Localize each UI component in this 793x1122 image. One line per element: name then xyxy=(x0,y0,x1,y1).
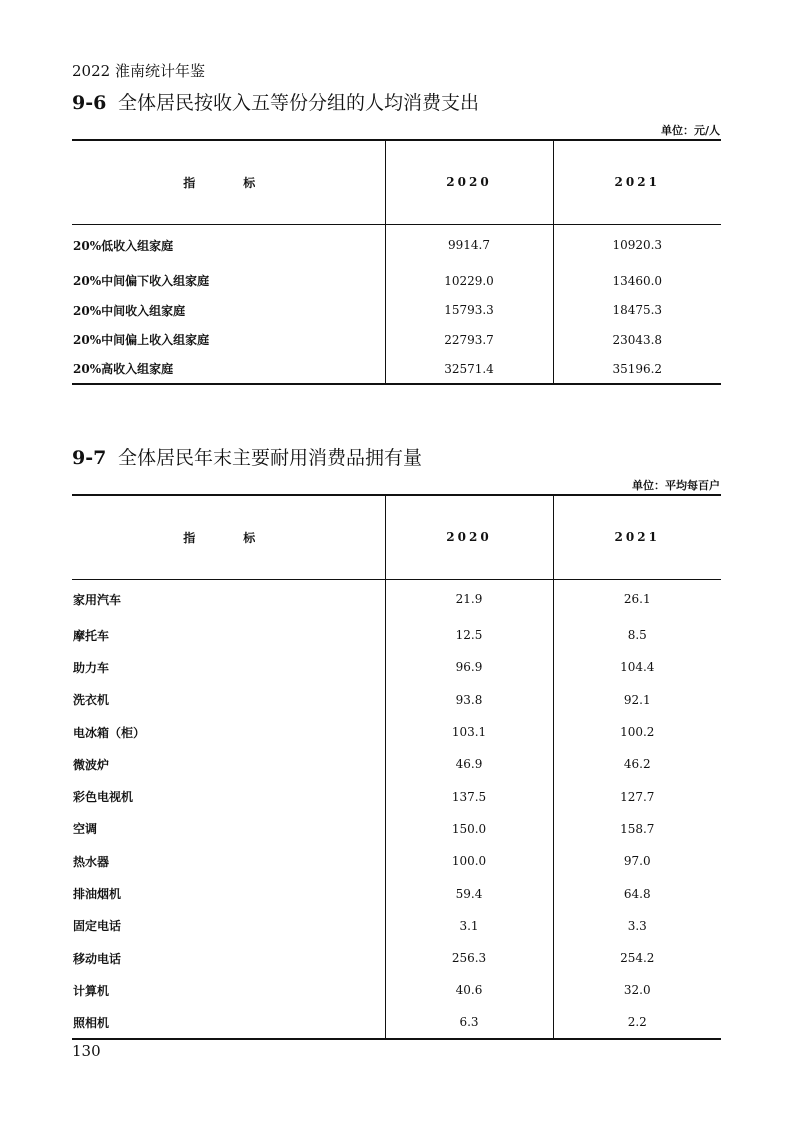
table-row xyxy=(72,266,721,296)
value-2021: 23043.8 xyxy=(553,325,721,355)
table-row xyxy=(72,355,721,385)
value-2020: 15793.3 xyxy=(385,296,553,326)
table-row xyxy=(72,579,721,619)
value-2021: 2.2 xyxy=(553,1007,721,1039)
row-label: 排油烟机 xyxy=(73,887,122,902)
table-row xyxy=(72,813,721,845)
value-2021: 8.5 xyxy=(553,619,721,651)
running-head: 2022 淮南统计年鉴 xyxy=(72,62,205,80)
value-2021: 104.4 xyxy=(553,651,721,683)
row-label: 助力车 xyxy=(73,660,110,675)
value-2020: 59.4 xyxy=(385,877,553,909)
value-2021: 97.0 xyxy=(553,845,721,877)
row-label: 摩托车 xyxy=(73,628,110,643)
table1-title-text: 全体居民按收入五等份分组的人均消费支出 xyxy=(118,92,480,114)
table1-header-2020: 2020 xyxy=(385,140,553,224)
value-2020: 93.8 xyxy=(385,684,553,716)
value-2020: 46.9 xyxy=(385,748,553,780)
value-2020: 137.5 xyxy=(385,780,553,812)
table-row xyxy=(72,845,721,877)
table-row xyxy=(72,619,721,651)
table1-body xyxy=(72,224,721,384)
row-label: 照相机 xyxy=(72,1007,385,1039)
table1-number: 9-6 xyxy=(72,92,107,114)
row-label: 电冰箱（柜） xyxy=(73,725,146,740)
table-row xyxy=(72,748,721,780)
value-2020: 150.0 xyxy=(385,813,553,845)
value-2021: 32.0 xyxy=(553,974,721,1006)
table1-header-row xyxy=(72,140,721,224)
row-label: 微波炉 xyxy=(73,757,110,772)
table-row xyxy=(72,974,721,1006)
value-2021: 26.1 xyxy=(553,579,721,619)
table-row xyxy=(72,716,721,748)
table-row xyxy=(72,1007,721,1039)
table2-header-2021: 2021 xyxy=(553,495,721,579)
value-2020: 21.9 xyxy=(385,579,553,619)
table-row xyxy=(72,780,721,812)
row-label: 20%中间偏下收入组家庭 xyxy=(73,274,210,289)
table2-header-indicator: 指 标 xyxy=(72,495,385,579)
value-2020: 256.3 xyxy=(385,942,553,974)
table2-title xyxy=(72,443,422,470)
value-2021: 64.8 xyxy=(553,877,721,909)
value-2021: 158.7 xyxy=(553,813,721,845)
table1 xyxy=(72,139,721,385)
row-label: 空调 xyxy=(73,822,98,837)
table-row xyxy=(72,877,721,909)
row-label: 20%高收入组家庭 xyxy=(72,355,385,385)
table-row xyxy=(72,942,721,974)
table2 xyxy=(72,494,721,1040)
row-label: 20%中间收入组家庭 xyxy=(73,303,186,318)
value-2020: 96.9 xyxy=(385,651,553,683)
page-number: 130 xyxy=(72,1042,101,1060)
value-2020: 12.5 xyxy=(385,619,553,651)
value-2021: 254.2 xyxy=(553,942,721,974)
table1-header-2021: 2021 xyxy=(553,140,721,224)
table2-body xyxy=(72,579,721,1039)
row-label: 20%低收入组家庭 xyxy=(73,238,174,253)
value-2021: 10920.3 xyxy=(553,224,721,266)
table2-header-row xyxy=(72,495,721,579)
table-row xyxy=(72,651,721,683)
row-label: 热水器 xyxy=(73,854,110,869)
value-2021: 46.2 xyxy=(553,748,721,780)
value-2020: 100.0 xyxy=(385,845,553,877)
value-2020: 22793.7 xyxy=(385,325,553,355)
table1-unit: 单位：元/人 xyxy=(660,124,720,137)
value-2020: 40.6 xyxy=(385,974,553,1006)
row-label: 移动电话 xyxy=(73,951,122,966)
value-2020: 9914.7 xyxy=(385,224,553,266)
value-2021: 13460.0 xyxy=(553,266,721,296)
row-label: 洗衣机 xyxy=(73,693,110,708)
table-row xyxy=(72,296,721,326)
value-2020: 6.3 xyxy=(385,1007,553,1039)
table-row xyxy=(72,325,721,355)
table2-title-text: 全体居民年末主要耐用消费品拥有量 xyxy=(118,447,423,469)
table2-number: 9-7 xyxy=(72,447,107,469)
value-2020: 10229.0 xyxy=(385,266,553,296)
value-2021: 18475.3 xyxy=(553,296,721,326)
table2-header-2020: 2020 xyxy=(385,495,553,579)
value-2021: 3.3 xyxy=(553,910,721,942)
table-row xyxy=(72,224,721,266)
table-row xyxy=(72,910,721,942)
value-2020: 3.1 xyxy=(385,910,553,942)
table2-unit: 单位：平均每百户 xyxy=(632,479,720,492)
value-2021: 92.1 xyxy=(553,684,721,716)
row-label: 彩色电视机 xyxy=(73,790,134,805)
value-2021: 127.7 xyxy=(553,780,721,812)
value-2020: 103.1 xyxy=(385,716,553,748)
table-row xyxy=(72,684,721,716)
row-label: 20%中间偏上收入组家庭 xyxy=(73,333,210,348)
value-2021: 35196.2 xyxy=(553,355,721,385)
value-2021: 100.2 xyxy=(553,716,721,748)
row-label: 计算机 xyxy=(73,983,110,998)
row-label: 固定电话 xyxy=(73,919,122,934)
row-label: 家用汽车 xyxy=(73,592,122,607)
value-2020: 32571.4 xyxy=(385,355,553,385)
table1-title xyxy=(72,88,479,115)
table1-header-indicator: 指 标 xyxy=(72,140,385,224)
